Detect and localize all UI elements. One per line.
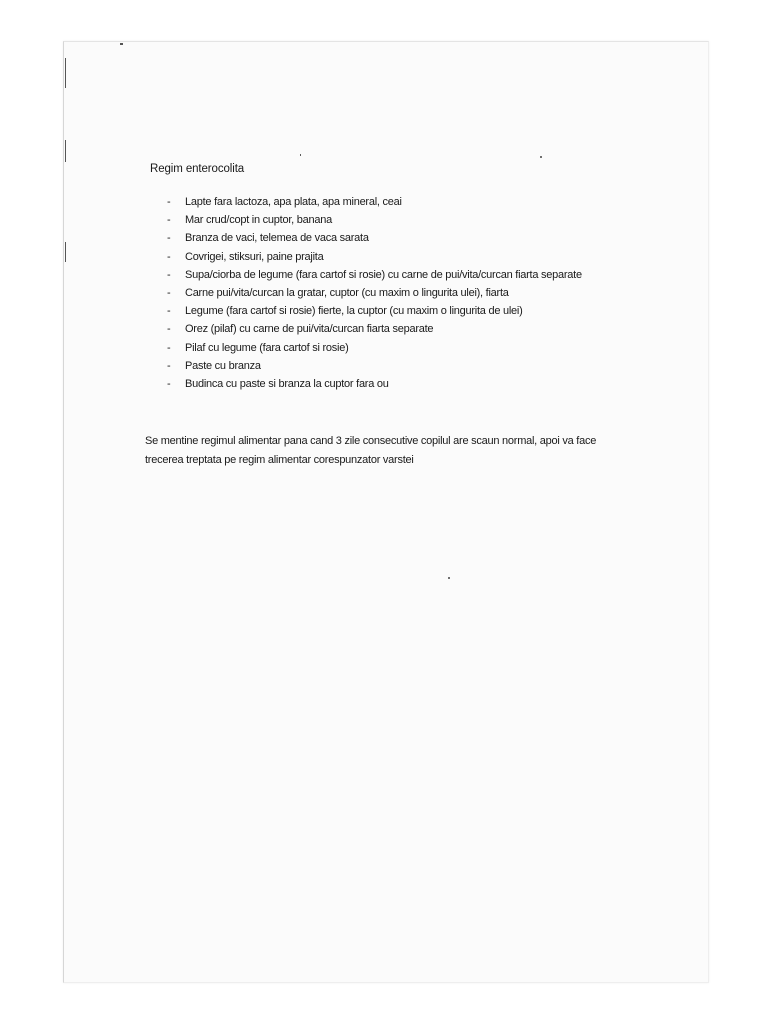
list-item [160, 357, 620, 375]
bullet-dash: - [167, 359, 171, 372]
scan-edge-mark [65, 242, 66, 262]
list-item [160, 284, 620, 302]
scan-speck [540, 156, 542, 158]
bullet-dash: - [167, 232, 171, 245]
scan-edge-mark [65, 58, 66, 88]
bullet-dash: - [167, 214, 171, 227]
bullet-dash: - [167, 250, 171, 263]
paragraph-line: trecerea treptata pe regim alimentar corespunzator varstei [145, 454, 414, 466]
list-item-text: Lapte fara lactoza, apa plata, apa mineral, ceai [185, 196, 402, 208]
bullet-dash: - [167, 305, 171, 318]
list-item-text: Pilaf cu legume (fara cartof si rosie) [185, 341, 349, 354]
list-item [160, 339, 620, 357]
list-item-text: Orez (pilaf) cu carne de pui/vita/curcan fiarta separate [185, 323, 434, 336]
diet-list [160, 193, 620, 393]
list-item-text: Covrigei, stiksuri, paine prajita [185, 250, 324, 263]
instructions-paragraph [145, 432, 615, 470]
bullet-dash: - [167, 377, 171, 390]
scan-speck [448, 577, 450, 579]
document-title: Regim enterocolita [150, 163, 245, 175]
bullet-dash: - [167, 323, 171, 336]
bullet-dash: - [167, 268, 171, 281]
list-item-text: Branza de vaci, telemea de vaca sarata [185, 232, 369, 245]
list-item [160, 229, 620, 247]
bullet-dash: - [167, 196, 171, 208]
list-item-text: Paste cu branza [185, 359, 261, 372]
bullet-dash: - [167, 286, 171, 299]
bullet-dash: - [167, 341, 171, 354]
list-item-text: Mar crud/copt in cuptor, banana [185, 214, 332, 227]
list-item [160, 211, 620, 229]
scan-edge-mark [120, 43, 123, 45]
scan-edge-mark [65, 140, 66, 162]
list-item [160, 375, 620, 393]
list-item [160, 248, 620, 266]
list-item-text: Supa/ciorba de legume (fara cartof si rosie) cu carne de pui/vita/curcan fiarta separate [185, 268, 582, 281]
list-item-text: Budinca cu paste si branza la cuptor fara ou [185, 377, 389, 390]
list-item [160, 320, 620, 338]
scan-speck [300, 154, 301, 156]
list-item-text: Carne pui/vita/curcan la gratar, cuptor (cu maxim o lingurita ulei), fiarta [185, 286, 509, 299]
list-item-text: Legume (fara cartof si rosie) fierte, la cuptor (cu maxim o lingurita de ulei) [185, 305, 523, 318]
paragraph-line: Se mentine regimul alimentar pana cand 3 zile consecutive copilul are scaun normal, apoi va face [145, 435, 597, 447]
list-item [160, 266, 620, 284]
list-item [160, 193, 620, 211]
list-item [160, 302, 620, 320]
document-page [63, 41, 709, 983]
